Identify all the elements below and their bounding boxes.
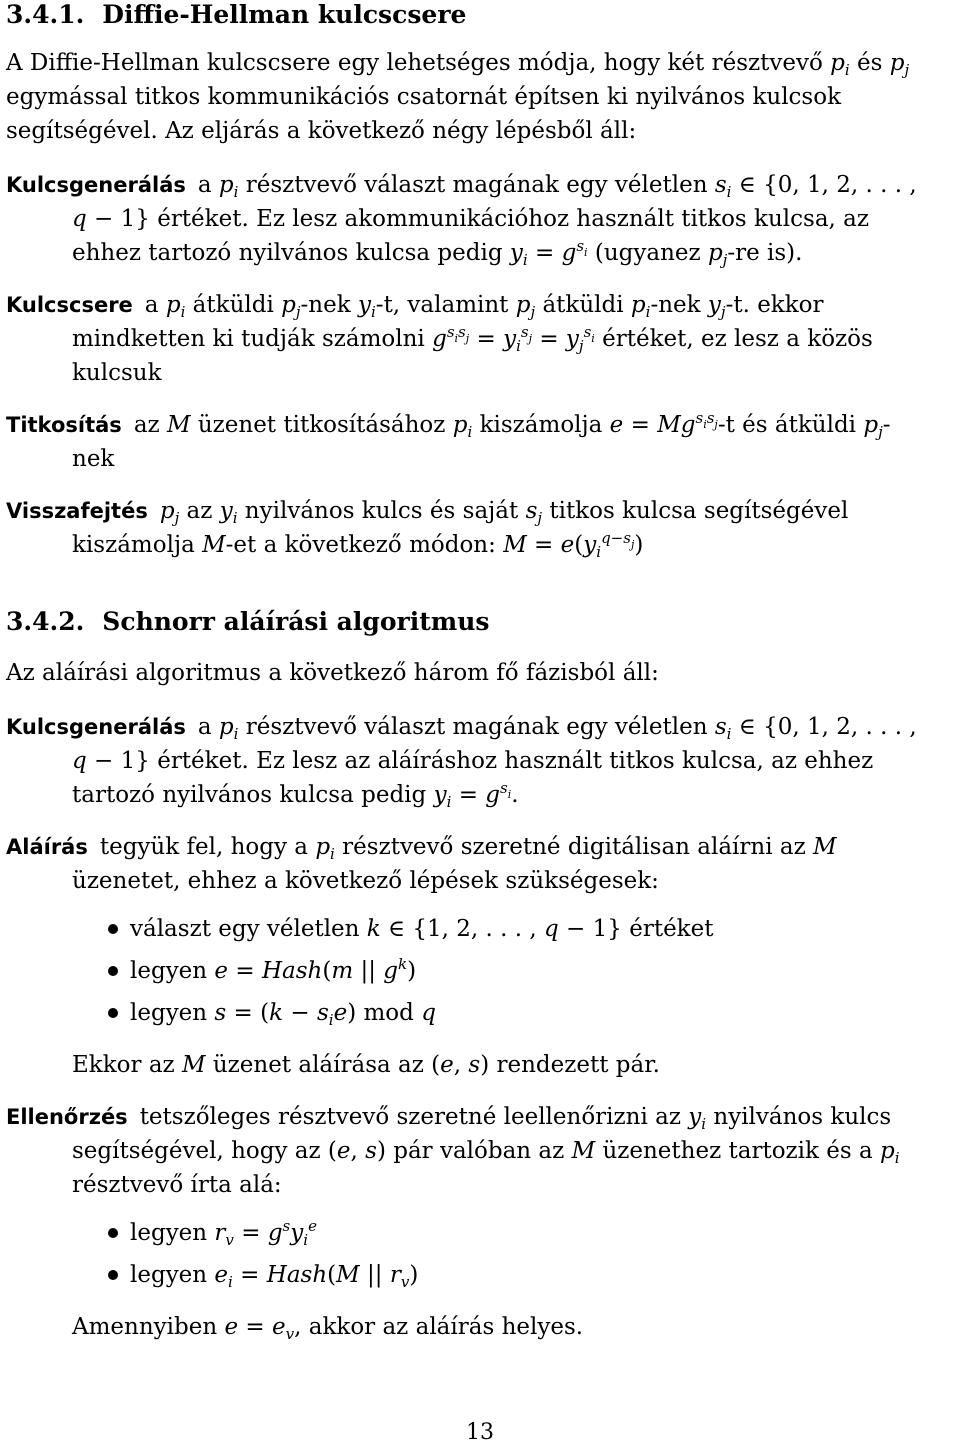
section-number: 3.4.2. <box>6 607 85 636</box>
definition-item-encryption: Titkosítás az M üzenet titkosításához $p_i$ kiszámolja $e = Mg^{s_is_j}-t$ és átküldi $p_j$-nek <box>6 409 891 472</box>
definition-item-verification: Ellenőrzés tetszőleges résztvevő szeretné leellenőrizni az $y_i$ nyilvános kulcs segítségével, hogy az (e, s) pár valóban az M üzenethez tartozik és a $p_i$ résztvevő írta alá: <box>6 1104 900 1198</box>
signing-result: Ekkor az M üzenet aláírása az (e, s) rendezett pár. <box>72 1052 660 1078</box>
list-item: választ egy véletlen k ∈ {1, 2, . . . , q − 1} értéket <box>72 908 918 950</box>
definition-term: Kulcsgenerálás <box>6 173 186 197</box>
section-body-diffie-hellman <box>6 46 918 562</box>
definition-term: Ellenőrzés <box>6 1105 128 1129</box>
definition-item-signing: Aláírás tegyük fel, hogy a $p_i$ résztvevő szeretné digitálisan aláírni az M üzenetet, ehhez a következő lépések szükségesek: <box>6 834 837 894</box>
verification-result: Amennyiben $e = e_v$, akkor az aláírás helyes. <box>72 1314 584 1343</box>
definition-item-decryption: Visszafejtés $p_j$ az $y_i$ nyilvános kulcs és saját $s_j$ titkos kulcsa segítségével kiszámolja M-et a következő módon: $M = e(y_i^{q-s_j})$ <box>6 498 849 561</box>
section-heading-diffie-hellman <box>6 0 466 30</box>
list-item: legyen $e_i$ = Hash(M || $r_v$) <box>72 1254 918 1296</box>
definition-item-key-generation: Kulcsgenerálás a $p_i$ résztvevő választ magának egy véletlen $s_i$ ∈ {0, 1, 2, . . . , q − 1} értéket. Ez lesz akommunikációhoz használt titkos kulcsa, az ehhez tartozó nyilvános kulcsa pedig $y_i = g^{s_i}$ (ugyanez $p_j-re$ is). <box>6 172 917 269</box>
section-title: Diffie-Hellman kulcscsere <box>102 0 467 29</box>
list-item: legyen $s = (k - s_ie)$ mod q <box>72 992 918 1034</box>
definition-item-key-exchange: Kulcscsere a $p_i$ átküldi $p_j$-nek $y_i-t$, valamint $p_j$ átküldi $p_i$-nek $y_j-t$. ekkor mindketten ki tudják számolni $g^{s_is_j} = y_i^{s_j} = y_j^{s_i}$ értéket, ez lesz a közös kulcsuk <box>6 292 873 386</box>
signing-steps-list <box>6 908 918 1034</box>
definition-item-key-generation: Kulcsgenerálás a $p_i$ résztvevő választ magának egy véletlen $s_i$ ∈ {0, 1, 2, . . . , q − 1} értéket. Ez lesz az aláíráshoz használt titkos kulcsa, az ehhez tartozó nyilvános kulcsa pedig $y_i = g^{s_i}$. <box>6 714 917 811</box>
definition-term: Kulcscsere <box>6 293 133 317</box>
definition-term: Titkosítás <box>6 413 122 437</box>
intro-paragraph: Az aláírási algoritmus a következő három fő fázisból áll: <box>6 660 659 686</box>
section-body-schnorr <box>6 656 918 1344</box>
definition-term: Aláírás <box>6 835 88 859</box>
list-item: legyen $r_v = g^sy_i^e$ <box>72 1212 918 1254</box>
page-number: 13 <box>466 1420 494 1445</box>
section-title: Schnorr aláírási algoritmus <box>102 607 490 636</box>
definition-term: Visszafejtés <box>6 499 148 523</box>
list-item: legyen e = Hash(m || $g^k$) <box>72 950 918 992</box>
definition-term: Kulcsgenerálás <box>6 715 186 739</box>
section-heading-schnorr <box>6 607 489 637</box>
section-number: 3.4.1. <box>6 0 85 29</box>
verification-steps-list <box>6 1212 918 1296</box>
intro-paragraph: A Diffie-Hellman kulcscsere egy lehetséges módja, hogy két résztvevő $p_i$ és $p_j$ egymással titkos kommunikációs csatornát építsen ki nyilvános kulcsok segítségével. Az eljárás a következő négy lépésből áll: <box>6 50 910 144</box>
